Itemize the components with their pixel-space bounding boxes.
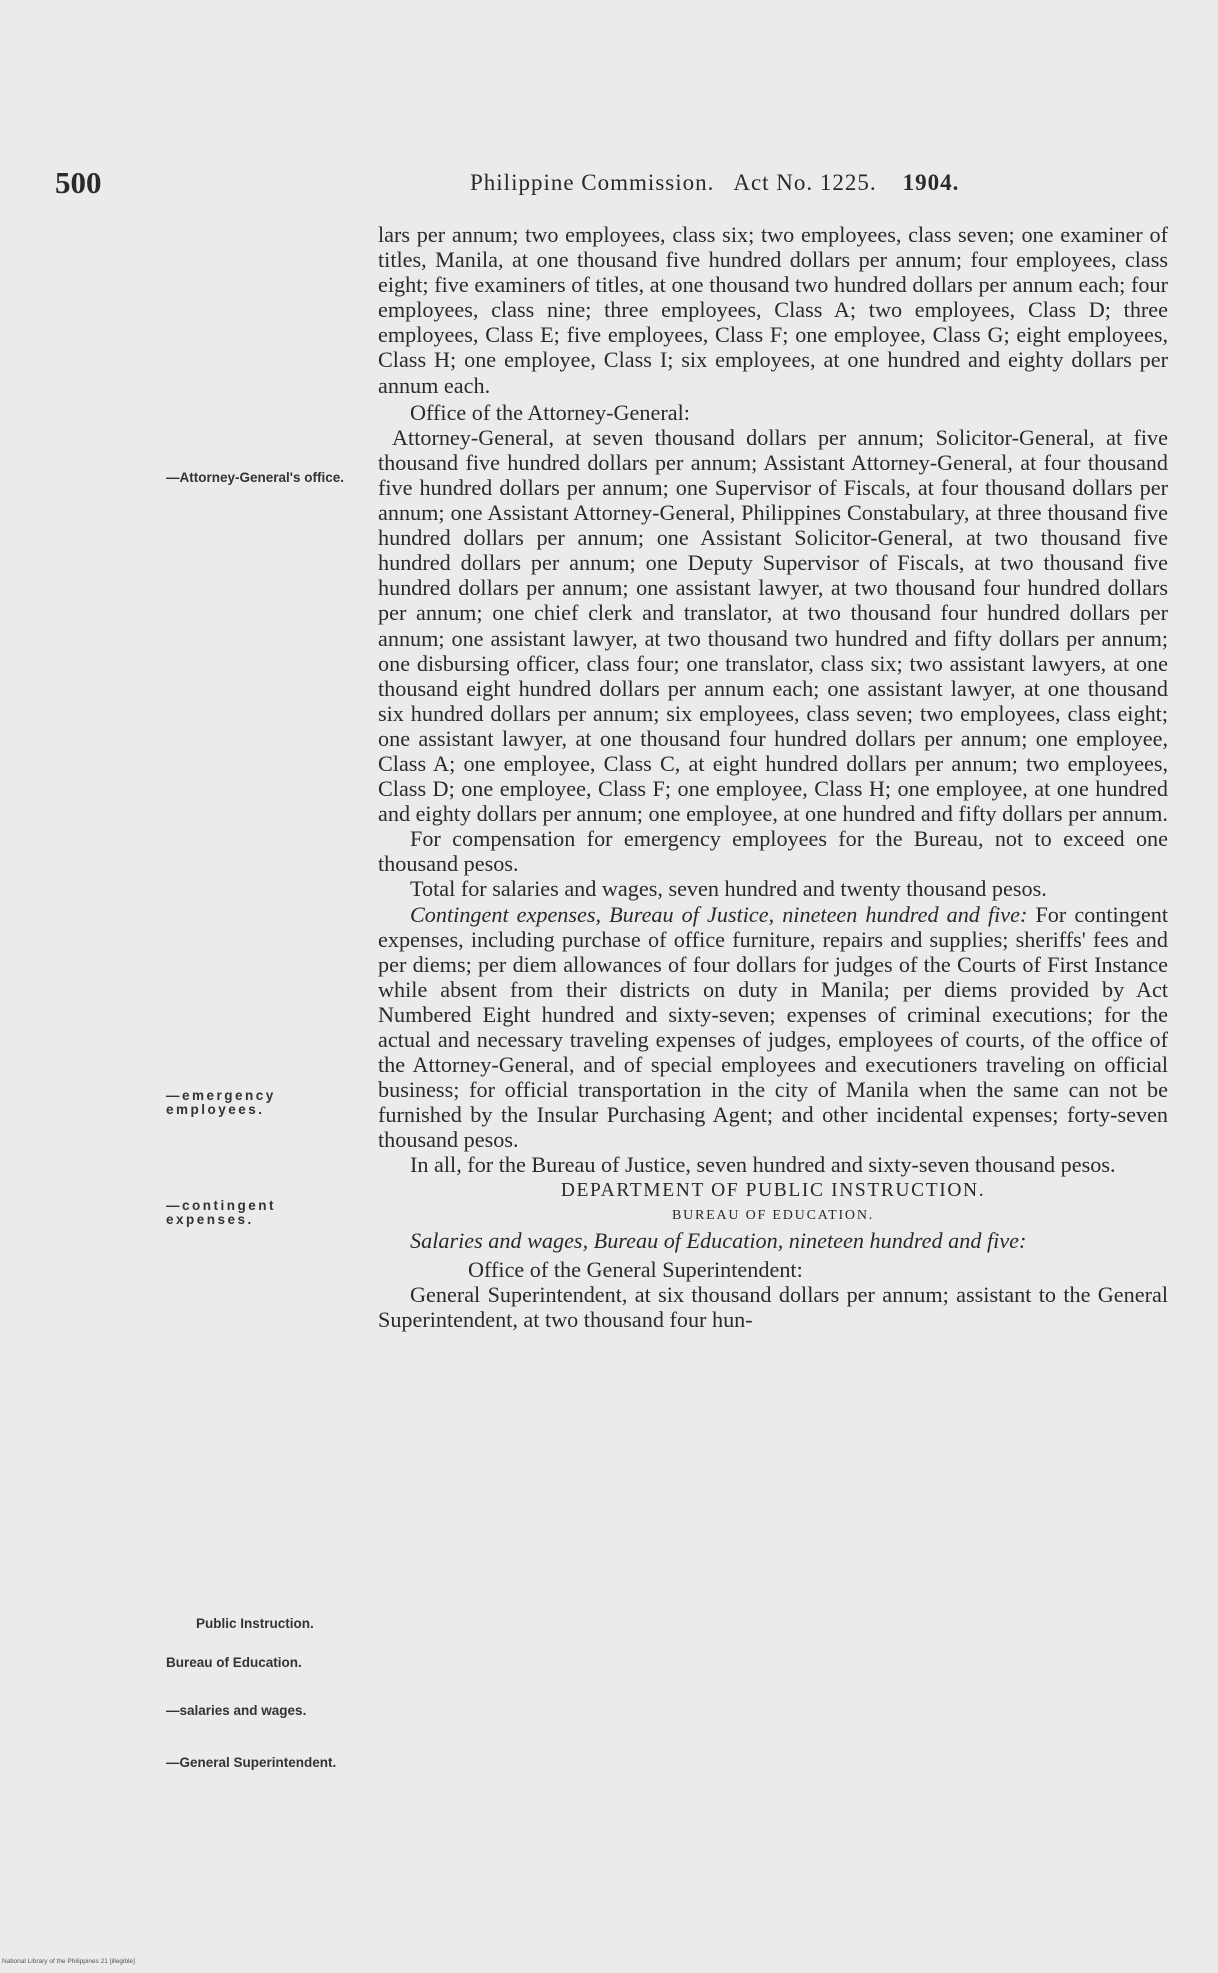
running-head-year: 1904. [902, 170, 960, 195]
paragraph-emergency: For compensation for emergency employees for the Bureau, not to exceed one thousand pesos. [378, 826, 1168, 877]
paragraph-contingent [378, 902, 1168, 1153]
running-head-title: Philippine Commission. Act No. 1225. [470, 170, 877, 195]
page-number: 500 [55, 165, 102, 200]
bureau-heading: BUREAU OF EDUCATION. [671, 1207, 875, 1223]
running-head [470, 170, 959, 196]
attorney-office-heading: Office of the Attorney-General: [410, 399, 690, 425]
paragraph-in-all: In all, for the Bureau of Justice, seven hundred and sixty-seven thousand pesos. [410, 1152, 1116, 1178]
contingent-body: For contingent expenses, including purchase of office furniture, repairs and supplies; sheriffs' fees and per diems; per diem allowances of four dollars for judges of the Courts of First Instance while absent from their districts on duty in Manila; per diems provided by Act Numbered Eight hundred and sixty-seven; expenses of criminal executions; for the actual and necessary traveling expenses of judges, employees of courts, of the office of the Attorney-General, and of special employees and executioners traveling on official business; for official transportation in the city of Manila when the same can not be furnished by the Insular Purchasing Agent; and other incidental expenses; forty-seven thousand pesos. [378, 901, 1168, 1153]
body-text [378, 222, 1168, 1332]
paragraph-attorney-general: Attorney-General, at seven thousand dollars per annum; Solicitor-General, at five thousand five hundred dollars per annum; Assistant Attorney-General, at four thousand five hundred dollars per annum; one Supervisor of Fiscals, at four thousand dollars per annum; one Assistant Attorney-General, Philippines Constabulary, at three thousand five hundred dollars per annum; one Assistant Solicitor-General, at two thousand five hundred dollars per annum; one Deputy Supervisor of Fiscals, at two thousand five hundred dollars per annum; one assistant lawyer, at two thousand four hundred dollars per annum; one chief clerk and translator, at two thousand four hundred dollars per annum; one assistant lawyer, at two thousand two hundred and fifty dollars per annum; one disbursing officer, class four; one translator, class six; two assistant lawyers, at one thousand eight hundred dollars per annum each; one assistant lawyer, at one thousand six hundred dollars per annum; six employees, class seven; two employees, class eight; one assistant lawyer, at one thousand four hundred dollars per annum; one employee, Class A; one employee, Class C, at eight hundred dollars per annum; two employees, Class D; one employee, Class F; one employee, Class H; one employee, at one hundred and eighty dollars per annum; one employee, at one hundred and fifty dollars per annum. [378, 424, 1168, 827]
contingent-title: Contingent expenses, Bureau of Justice, nineteen hundred and five: [410, 901, 1028, 927]
department-heading: DEPARTMENT OF PUBLIC INSTRUCTION. [560, 1179, 986, 1201]
salaries-title: Salaries and wages, Bureau of Education, nineteen hundred and five: [410, 1227, 1027, 1253]
sidenote-contingent: —contingent expenses. [166, 1198, 276, 1227]
sidenote-emergency: —emergency employees. [166, 1088, 276, 1117]
sidenote-public-instruction: Public Instruction. [196, 1616, 314, 1631]
sidenote-bureau-education: Bureau of Education. [166, 1655, 302, 1670]
sidenote-salaries-wages: —salaries and wages. [166, 1703, 307, 1718]
paragraph-employees: lars per annum; two employees, class six; two employees, class seven; one examiner of titles, Manila, at one thousand five hundred dollars per annum; four employees, class eight; five examiners of titles, at one thousand two hundred dollars per annum each; four employees, class nine; three employees, Class A; two employees, Class D; three employees, Class E; five employees, Class F; one employee, Class G; eight employees, Class H; one employee, Class I; six employees, at one hundred and eighty dollars per annum each. [378, 222, 1168, 398]
paragraph-salaries-title [378, 1228, 1168, 1253]
paragraph-total: Total for salaries and wages, seven hundred and twenty thousand pesos. [410, 876, 1047, 902]
general-superintendent-heading: Office of the General Superintendent: [468, 1256, 803, 1282]
sidenote-general-superintendent: —General Superintendent. [166, 1755, 337, 1770]
paragraph-general-superintendent: General Superintendent, at six thousand dollars per annum; assistant to the General Superintendent, at two thousand four hun- [378, 1281, 1168, 1333]
footer-tag: National Library of the Philippines 21 [illegible] [2, 1958, 135, 1965]
page-header [0, 165, 1218, 205]
sidenote-attorney: —Attorney-General's office. [166, 470, 344, 485]
